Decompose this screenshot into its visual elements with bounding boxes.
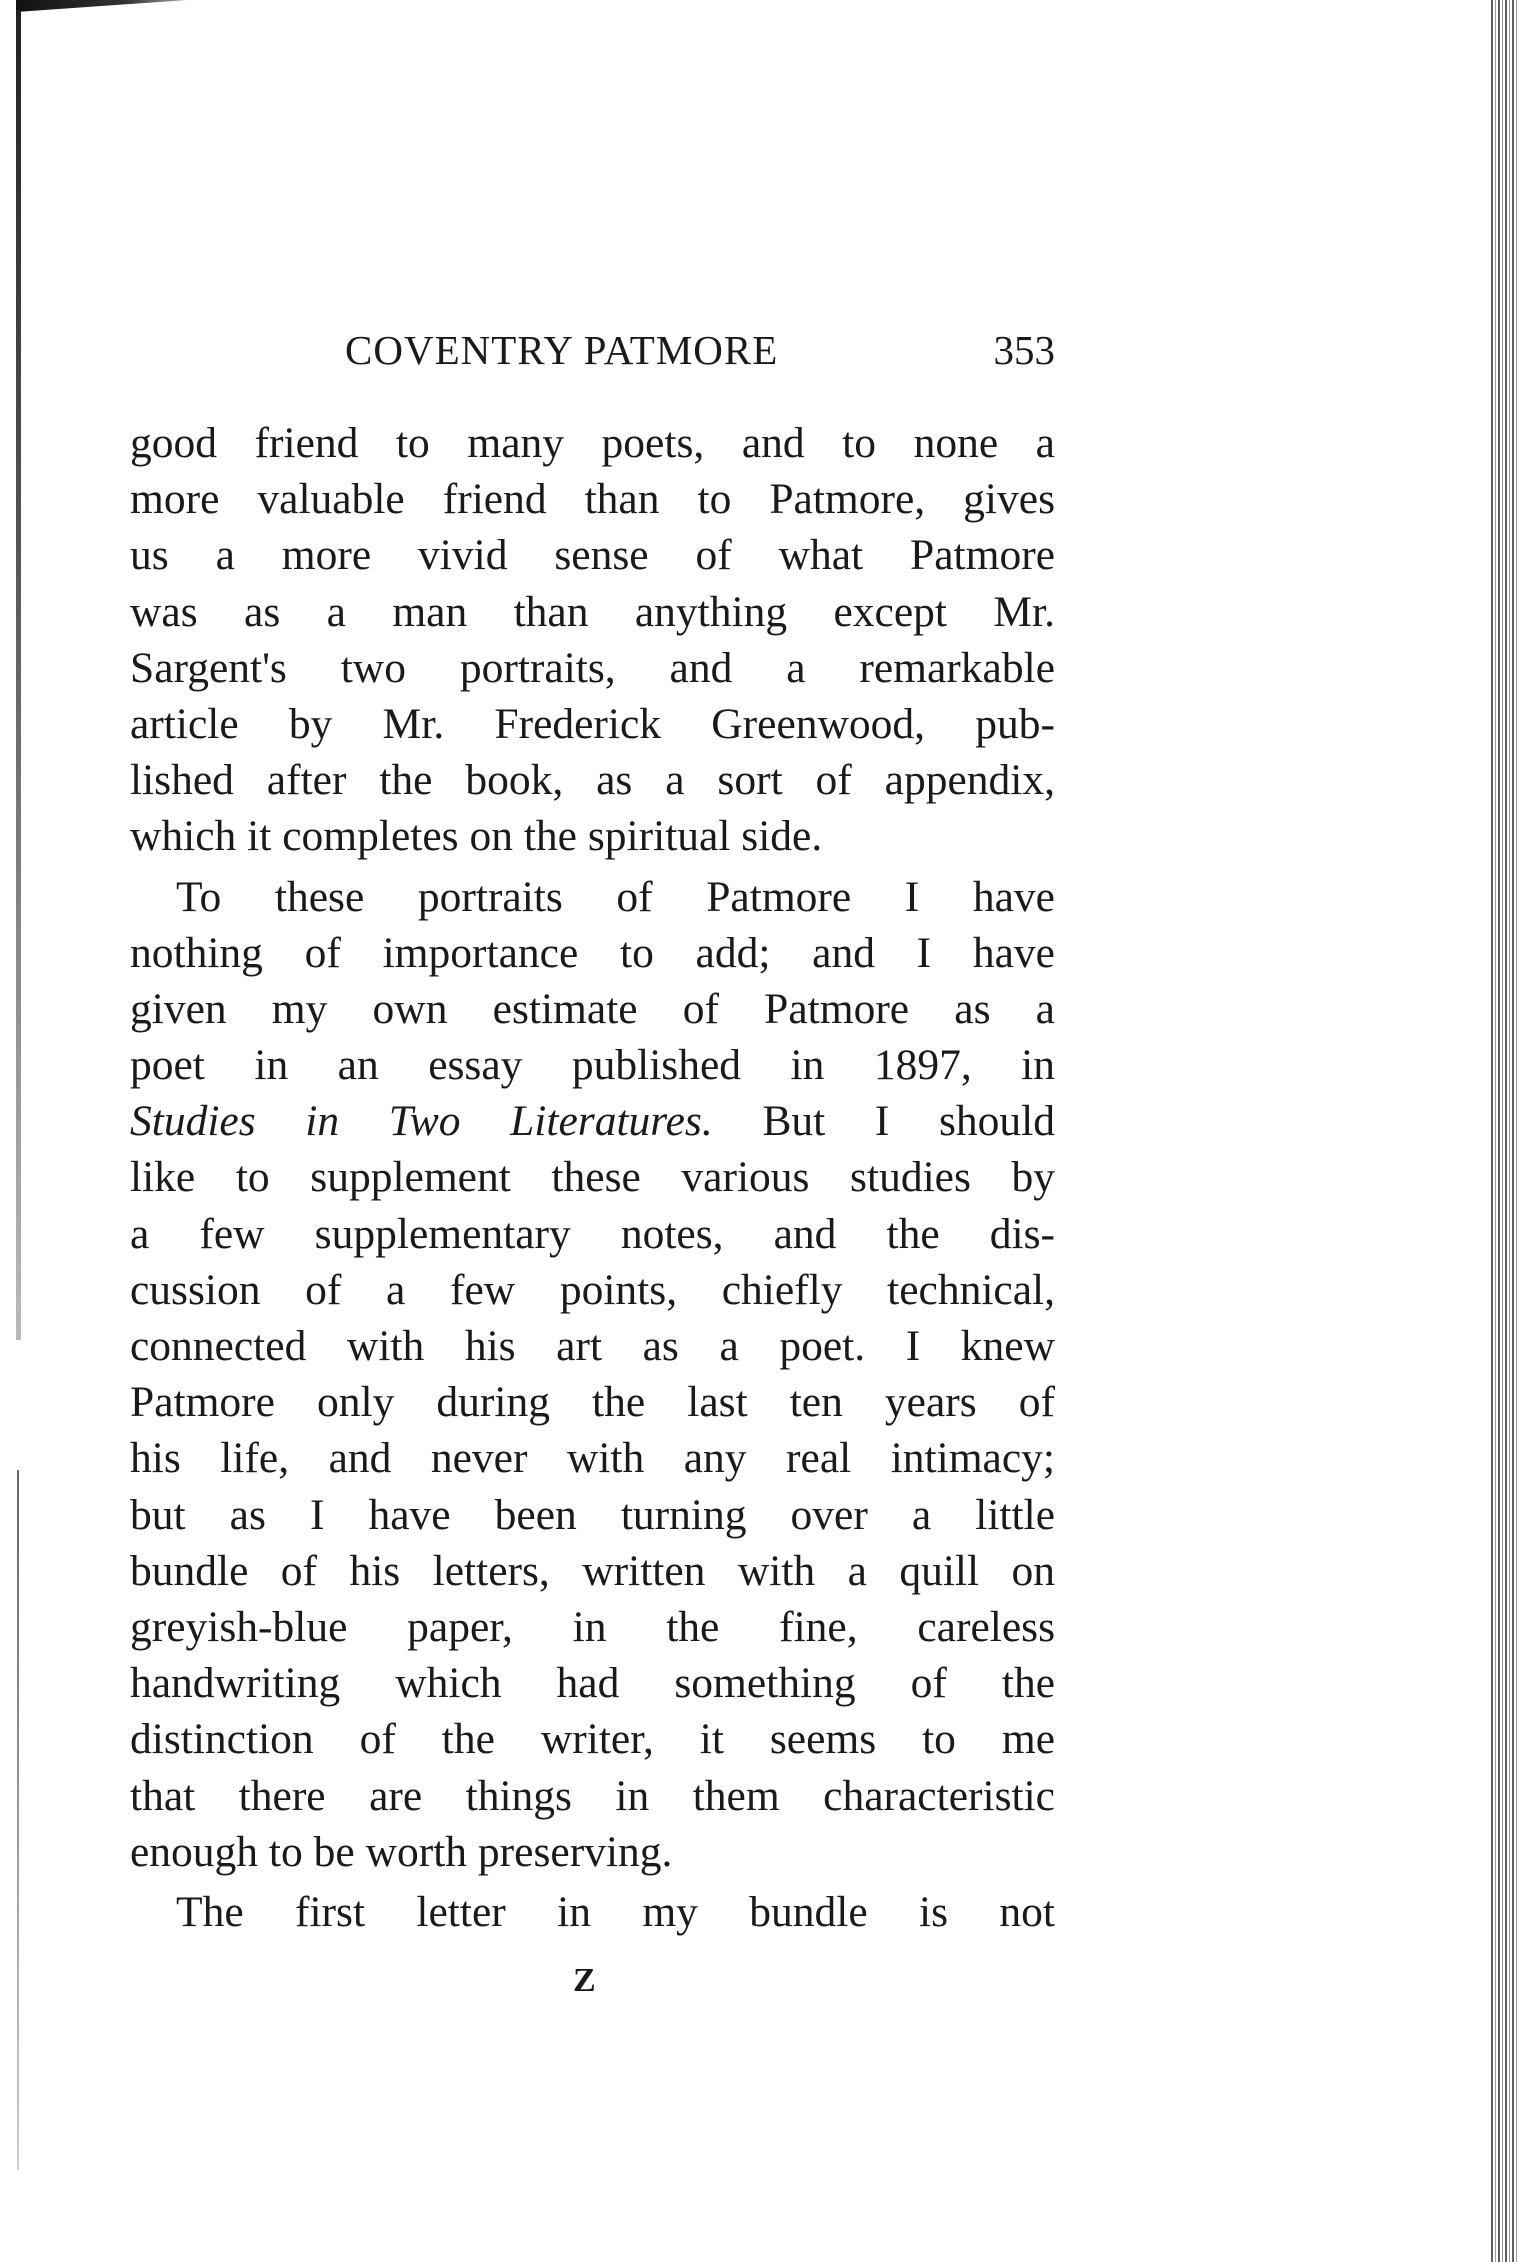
text-line: greyish-blue paper, in the fine, careless [130,1602,1055,1651]
text-line: given my own estimate of Patmore as a [130,984,1055,1033]
paragraph-2 [130,869,1055,1880]
text-line: more valuable friend than to Patmore, gives [130,475,1055,524]
signature-mark: Z [573,1962,596,1999]
text-line: enough to be worth preserving. [130,1827,673,1876]
text-line: but as I have been turning over a little [130,1490,1055,1539]
text-line: poet in an essay published in 1897, in [130,1041,1055,1090]
text-line: us a more vivid sense of what Patmore [130,531,1055,580]
text-line: To these portraits of Patmore I have [176,872,1055,921]
running-title: COVENTRY PATMORE [345,327,779,373]
text-line: Patmore only during the last ten years of [130,1378,1055,1427]
text-line: good friend to many poets, and to none a [130,419,1055,467]
page-number: 353 [993,327,1055,373]
text-line: nothing of importance to add; and I have [130,928,1055,977]
paragraph-1 [130,415,1055,865]
text-line: which it completes on the spiritual side. [130,812,823,861]
text-line: his life, and never with any real intimacy; [130,1434,1055,1483]
body-text [130,415,1055,1940]
running-head [130,326,1055,386]
page-edge-stack-right [1491,0,1519,2262]
page-edge-shadow-left [16,10,21,1340]
page-edge-shadow-left-lower [17,1470,19,2170]
page-edge-shadow-top [16,0,236,12]
text-line: that there are things in them characteristic [130,1771,1055,1820]
book-title-italic: Studies in Two Literatures. [130,1097,713,1146]
text-line: Sargent's two portraits, and a remarkable [130,643,1055,692]
text-line: cussion of a few points, chiefly technical, [130,1265,1055,1314]
text-line: like to supplement these various studies by [130,1153,1055,1202]
text-line: was as a man than anything except Mr. [130,587,1055,636]
text-line-with-title [130,1093,1055,1149]
text-line: lished after the book, as a sort of appendix, [130,756,1055,805]
text-line: handwriting which had something of the [130,1659,1055,1708]
text-line: connected with his art as a poet. I knew [130,1322,1055,1370]
text-line: article by Mr. Frederick Greenwood, pub- [130,699,1055,748]
text-line: bundle of his letters, written with a quill on [130,1546,1055,1595]
text-line: a few supplementary notes, and the dis- [130,1209,1055,1258]
text-line: The first letter in my bundle is not [176,1887,1055,1936]
text-fragment: But I should [712,1097,1055,1146]
paragraph-3 [130,1884,1055,1940]
text-line: distinction of the writer, it seems to me [130,1715,1055,1764]
